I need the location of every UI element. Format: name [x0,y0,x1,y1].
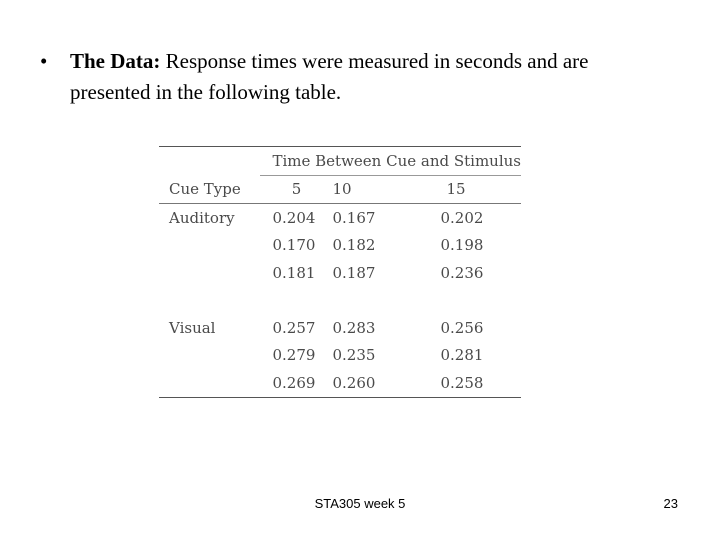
table-cell: 0.281 [440,346,484,365]
table-cell: 0.235 [332,346,376,365]
spanner-header: Time Between Cue and Stimulus [260,147,521,176]
page-number: 23 [663,496,678,511]
cue-type-header: Cue Type [169,180,241,198]
bullet-lead: The Data: [70,49,161,73]
column-header-15: 15 [392,175,521,204]
table-cell: 0.283 [332,318,376,337]
table-cell: 0.182 [332,236,376,255]
table-cell: 0.198 [440,236,484,255]
table-row [159,369,521,397]
table-spacer-row [159,287,521,315]
table-cell: 0.187 [332,263,376,282]
table-row [159,314,521,342]
bullet-body: Response times were measured in seconds and are presented in the following table. [70,49,589,104]
table-cell: 0.260 [332,369,392,397]
table-cell: 0.202 [392,204,521,232]
table-cell: 0.257 [272,318,316,337]
table-row [159,342,521,370]
bullet-symbol: • [40,49,48,73]
table-row [159,259,521,287]
table-cell: 0.181 [272,263,316,282]
table-cell: 0.269 [260,369,332,397]
table-cell: 0.167 [332,204,392,232]
table-cell: 0.279 [272,346,316,365]
response-times-table [159,146,521,398]
column-header-5: 5 [260,175,332,204]
table-row [159,232,521,260]
group-label-visual: Visual [169,318,216,337]
table-cell: 0.236 [440,263,484,282]
bullet-text [70,46,670,108]
table-cell: 0.170 [272,236,316,255]
table-cell: 0.258 [392,369,521,397]
group-label-auditory: Auditory [159,204,260,232]
column-header-10: 10 [332,175,392,204]
table-spanner-row [159,147,521,176]
footer-course-label: STA305 week 5 [314,496,406,511]
table-cell: 0.256 [440,318,484,337]
table-header-row [159,175,521,204]
table-cell: 0.204 [260,204,332,232]
table-row [159,204,521,232]
